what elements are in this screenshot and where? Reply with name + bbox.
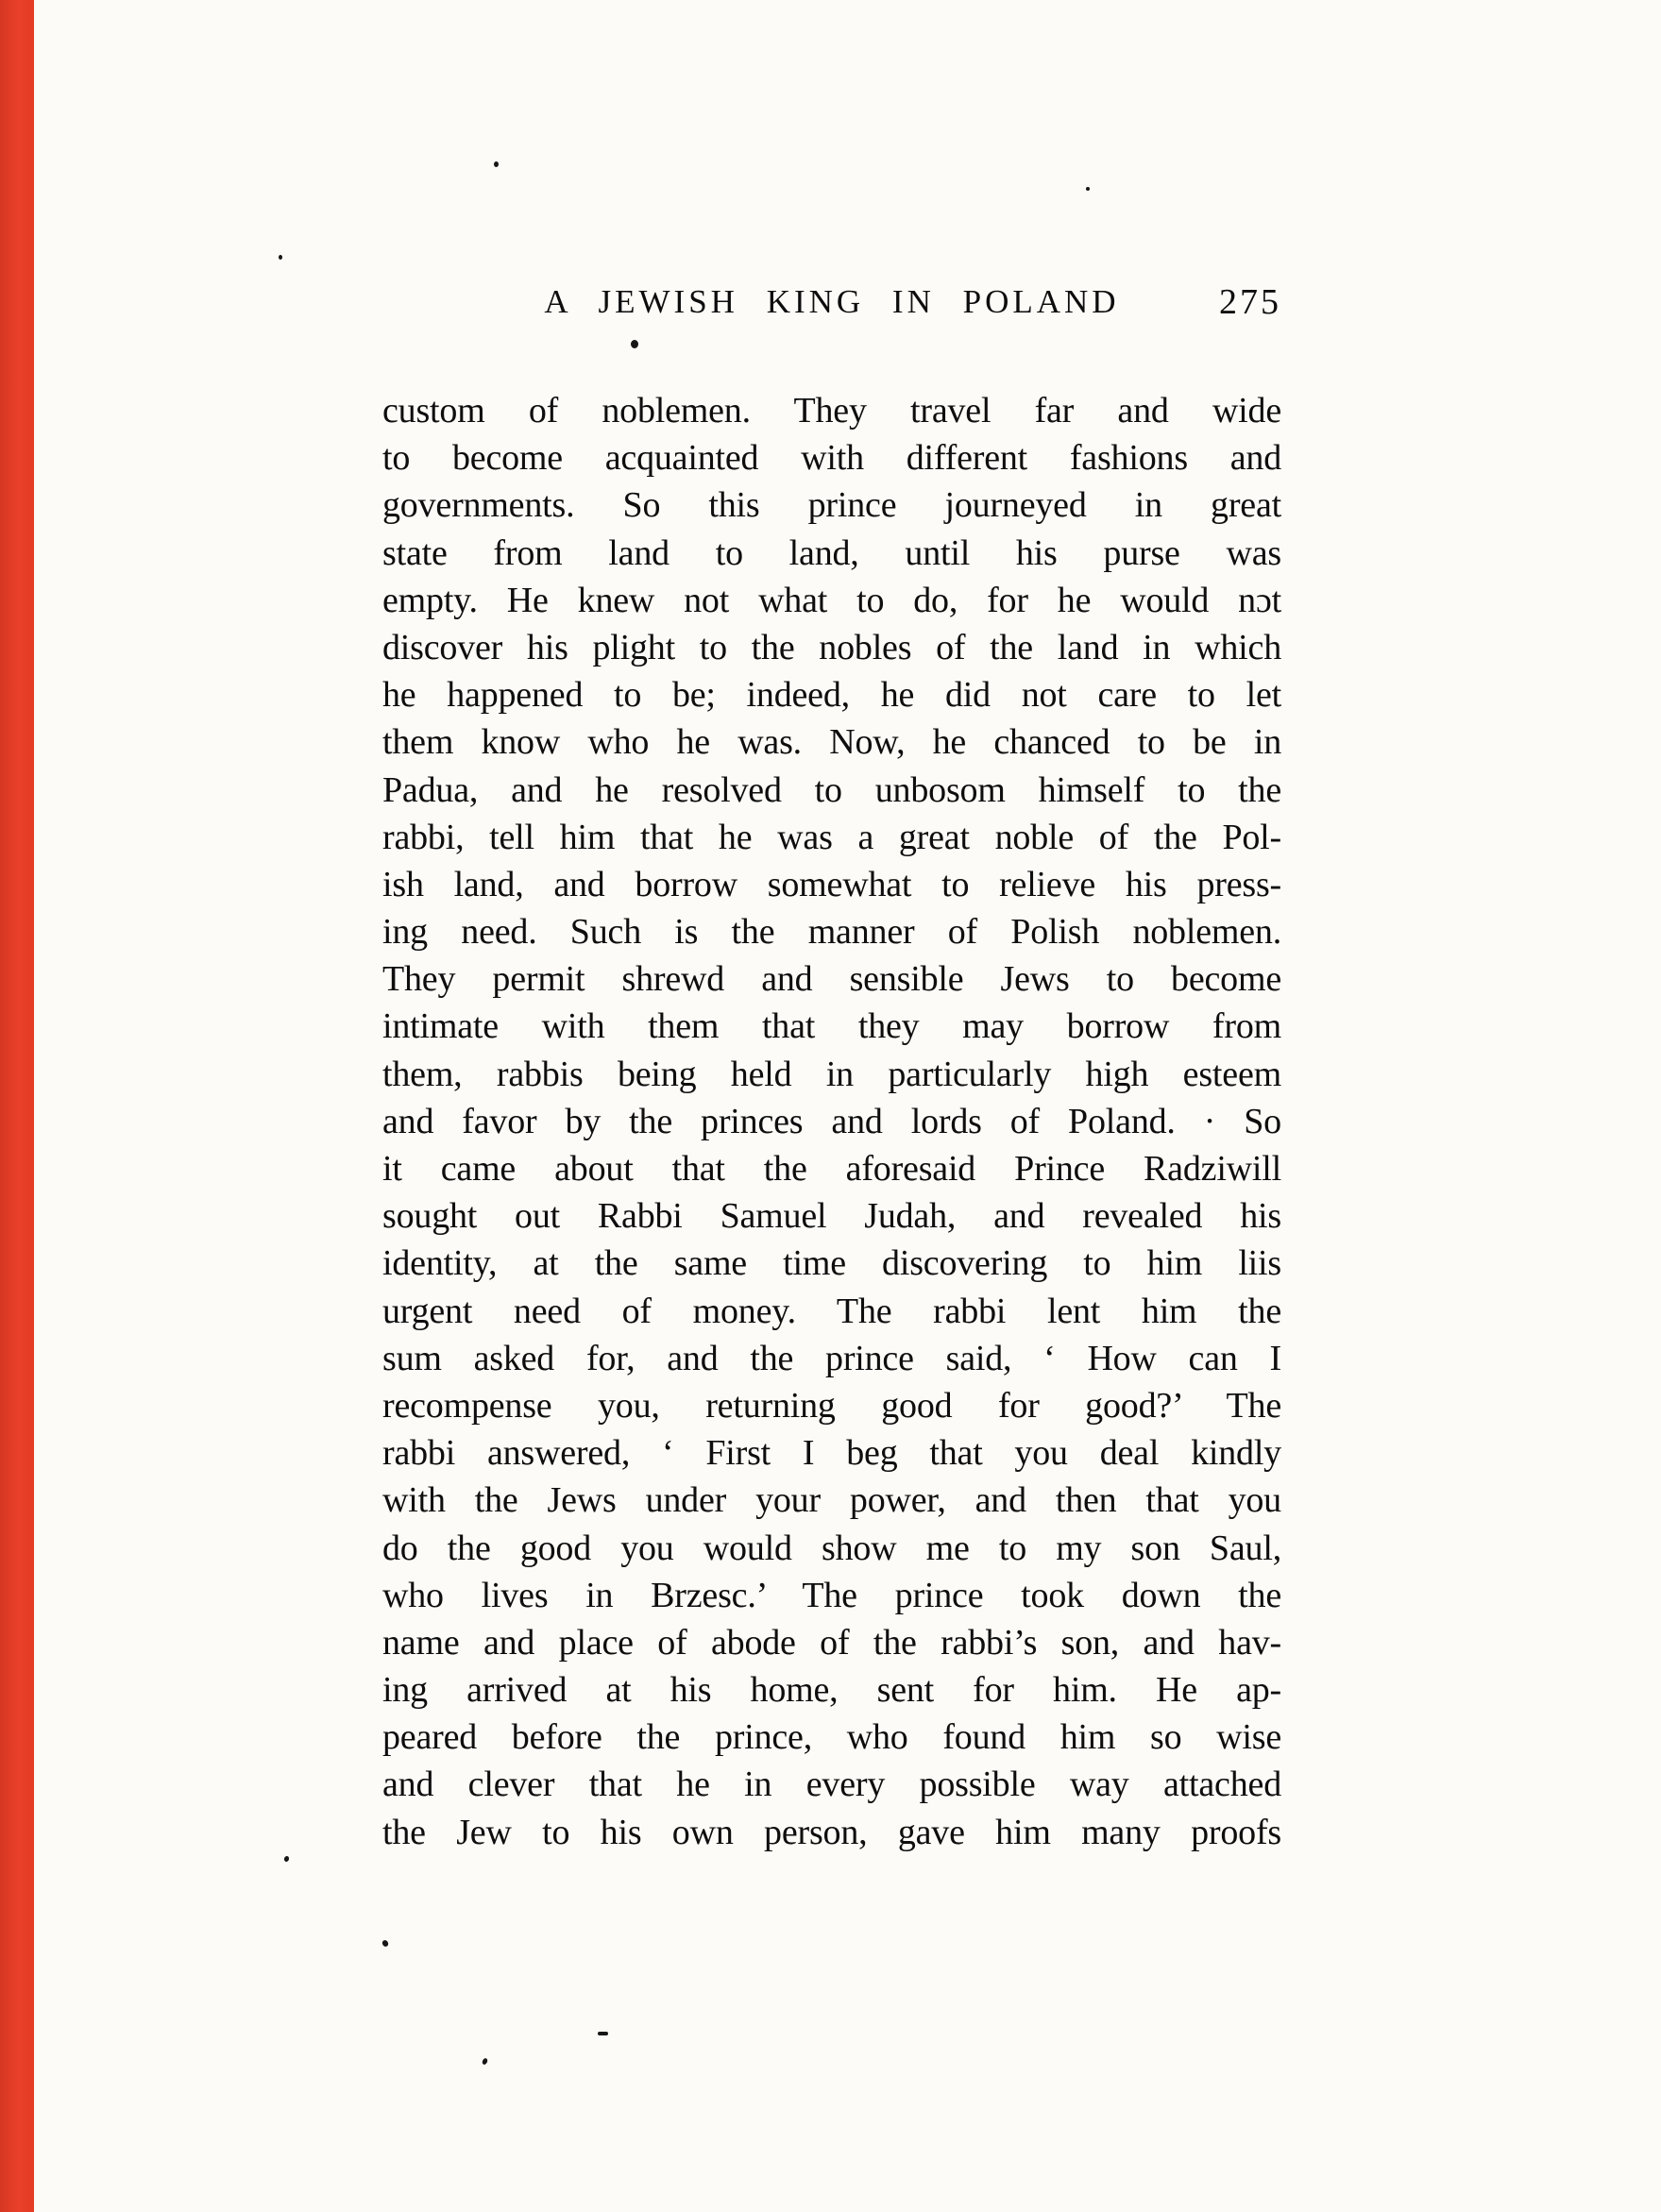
text-line: and clever that he in every possible way attached (382, 1765, 1281, 1805)
text-line: with the Jews under your power, and then that you (382, 1480, 1281, 1521)
text-line: ing arrived at his home, sent for him. He ap- (382, 1670, 1281, 1711)
scan-speck (279, 255, 282, 260)
text-line: state from land to land, until his purse was (382, 532, 1281, 573)
text-line: rabbi answered, ‘ First I beg that you deal kindly (382, 1433, 1281, 1474)
text-line: recompense you, returning good for good?’ The (382, 1385, 1281, 1426)
scan-speck (598, 2032, 608, 2035)
text-line: rabbi, tell him that he was a great noble of the Pol- (382, 817, 1281, 857)
page-number: 275 (1219, 282, 1281, 322)
scan-speck (631, 340, 638, 348)
text-line: sum asked for, and the prince said, ‘ How can I (382, 1338, 1281, 1378)
text-line: They permit shrewd and sensible Jews to become (382, 959, 1281, 1000)
text-line: do the good you would show me to my son Saul, (382, 1528, 1281, 1568)
scan-speck (482, 2057, 488, 2065)
text-line: he happened to be; indeed, he did not care to let (382, 675, 1281, 716)
text-line: to become acquainted with different fashions and (382, 438, 1281, 479)
text-line: and favor by the princes and lords of Poland. · So (382, 1101, 1281, 1141)
text-line: discover his plight to the nobles of the land in which (382, 627, 1281, 667)
text-line: ing need. Such is the manner of Polish noblemen. (382, 912, 1281, 953)
text-line: who lives in Brzesc.’ The prince took down the (382, 1575, 1281, 1615)
text-line: ish land, and borrow somewhat to relieve his press- (382, 864, 1281, 904)
text-line: identity, at the same time discovering to him liis (382, 1243, 1281, 1284)
text-line: name and place of abode of the rabbi’s son, and hav- (382, 1622, 1281, 1663)
text-line: them know who he was. Now, he chanced to be in (382, 722, 1281, 763)
book-edge-stripe (0, 0, 34, 2212)
text-line: peared before the prince, who found him so wise (382, 1717, 1281, 1758)
text-line: governments. So this prince journeyed in great (382, 485, 1281, 526)
text-line: urgent need of money. The rabbi lent him the (382, 1291, 1281, 1331)
text-line: custom of noblemen. They travel far and wide (382, 391, 1281, 431)
scan-speck (283, 1855, 290, 1862)
text-line: them, rabbis being held in particularly high esteem (382, 1054, 1281, 1094)
text-line: it came about that the aforesaid Prince Radziwill (382, 1149, 1281, 1189)
running-title: A JEWISH KING IN POLAND (544, 283, 1120, 320)
scan-speck (494, 161, 499, 167)
text-line: empty. He knew not what to do, for he would nɔt (382, 580, 1281, 620)
page-header (382, 283, 1281, 332)
text-line: sought out Rabbi Samuel Judah, and revealed his (382, 1196, 1281, 1237)
scan-speck (381, 1939, 390, 1948)
body-text (382, 387, 1281, 1856)
text-line: the Jew to his own person, gave him many proofs (382, 1812, 1281, 1852)
text-line: Padua, and he resolved to unbosom himself to the (382, 769, 1281, 810)
text-line: intimate with them that they may borrow from (382, 1006, 1281, 1047)
scan-speck (1086, 187, 1090, 191)
